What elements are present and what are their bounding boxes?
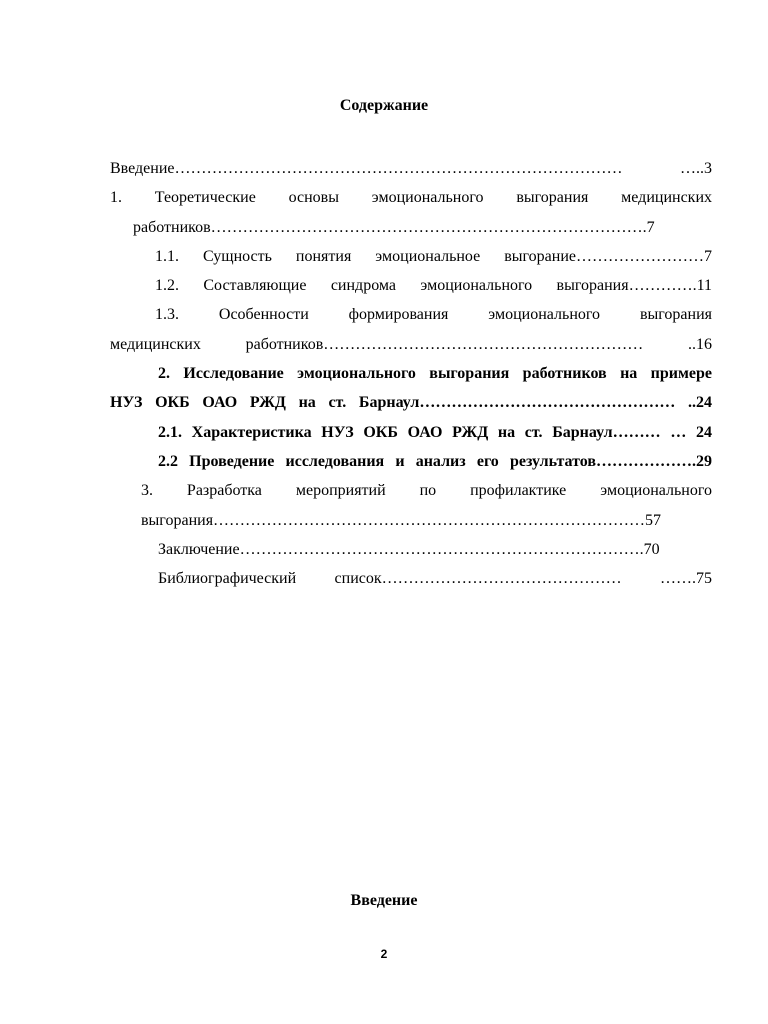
toc-entry-introduction: Введение………………………………………………………………………… …..3 [110,160,712,177]
toc-entry-chapter-1: 1. Теоретические основы эмоционального выгорания медицинских [110,189,712,207]
toc-entry-bibliography: Библиографический список……………………………………… …….75 [158,570,712,588]
toc-entry-conclusion: Заключение………………………………………………………………….70 [158,540,660,558]
toc-entry-chapter-3-continued: выгорания………………………………………………………………………57 [141,511,662,529]
table-of-contents [110,154,712,593]
toc-entry-chapter-3: 3. Разработка мероприятий по профилактике эмоционального [141,482,712,500]
toc-entry-section-1-3: 1.3. Особенности формирования эмоционального выгорания [155,306,712,324]
page-number: 2 [380,947,388,961]
toc-title: Содержание [339,97,429,114]
toc-entry-section-2-2: 2.2 Проведение исследования и анализ его результатов……………….29 [158,452,712,470]
toc-entry-chapter-1-continued: работников……………………………………………………………………….7 [133,218,655,236]
introduction-heading: Введение [350,892,418,909]
toc-entry-section-1-2: 1.2. Составляющие синдрома эмоционального выгорания………….11 [155,277,712,295]
toc-entry-chapter-2: 2. Исследование эмоционального выгорания работников на примере [158,365,712,383]
toc-entry-section-1-3-continued: медицинских работников…………………………………………………… ..16 [110,335,712,353]
toc-entry-chapter-2-continued: НУЗ ОКБ ОАО РЖД на ст. Барнаул………………………………………… ..24 [110,394,712,412]
toc-entry-section-1-1: 1.1. Сущность понятия эмоциональное выгорание……………………7 [155,247,712,265]
toc-entry-section-2-1: 2.1. Характеристика НУЗ ОКБ ОАО РЖД на ст. Барнаул……… … 24 [158,423,712,441]
